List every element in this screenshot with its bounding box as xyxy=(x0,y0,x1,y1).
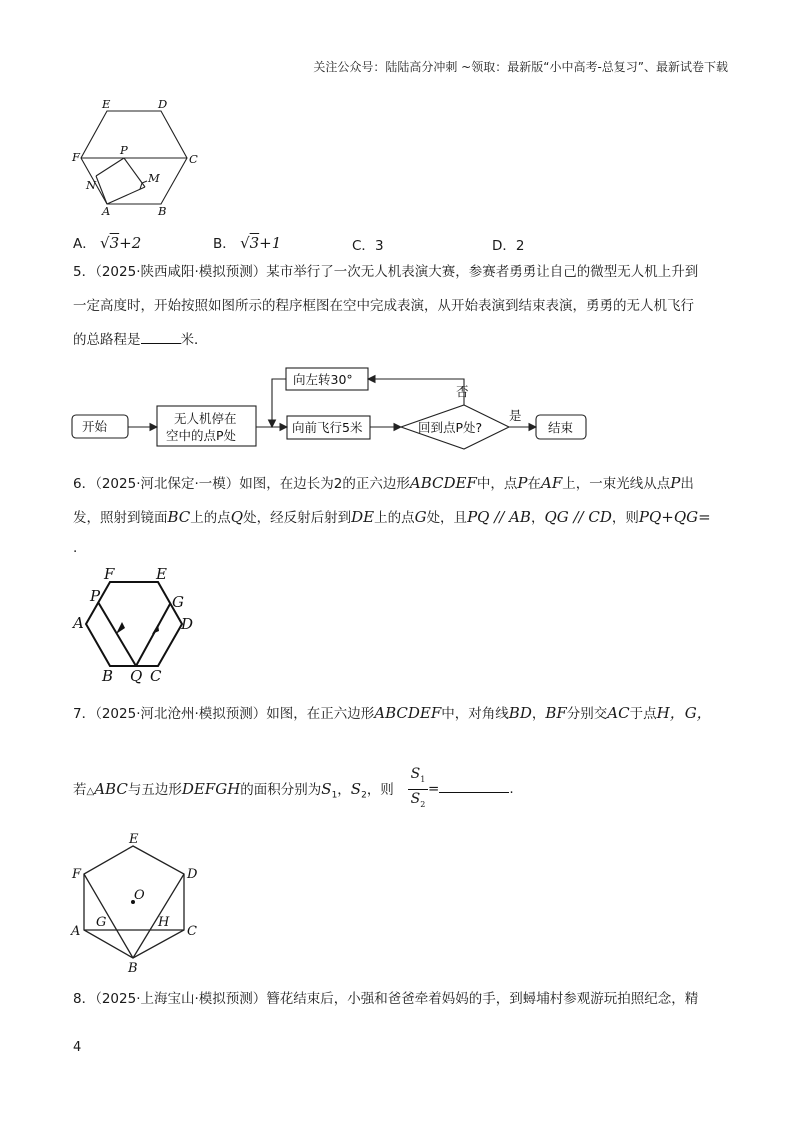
q5-flowchart xyxy=(66,360,596,452)
flow-box2: 向前飞行5米 xyxy=(292,420,363,435)
q4-option-a-sqrt: √3+2 xyxy=(100,234,142,252)
q5-line-3: 的总路程是 米． xyxy=(73,332,208,348)
q6-label-b: B xyxy=(102,667,114,684)
q5-source: （2025·陕西咸阳·模拟预测） xyxy=(95,264,267,280)
q6-label-e: E xyxy=(156,565,167,583)
q4-label-m: M xyxy=(148,171,160,185)
q4-label-a: A xyxy=(102,204,111,218)
q6-line-2: 发，照射到镜面BC上的点Q处，经反射后射到DE上的点G处，且PQ // AB，QG // CD，则PQ+QG= xyxy=(73,508,711,526)
q7-answer: = . xyxy=(428,781,514,797)
q5-line-2: 一定高度时，开始按照如图所示的程序框图在空中完成表演，从开始表演到结束表演，勇勇的无人机飞行 xyxy=(73,298,694,314)
q7-label-c: C xyxy=(187,924,197,939)
q7-fraction xyxy=(408,766,428,813)
page-header: 关注公众号：陆陆高分冲刺 ~领取：最新版“小中高考-总复习”、最新试卷下载 xyxy=(313,60,728,74)
q7-answer-blank xyxy=(439,792,509,793)
q4-label-f: F xyxy=(72,150,80,164)
q6-label-c: C xyxy=(150,667,162,684)
flow-no-label: 否 xyxy=(456,384,469,399)
q6-label-a: A xyxy=(73,614,84,632)
q5-number: 5． xyxy=(73,264,96,280)
q4-label-b: B xyxy=(158,204,167,218)
page-number: 4 xyxy=(73,1040,82,1055)
q6-line-1: 6．（2025·河北保定·一模）如图，在边长为2的正六边形ABCDEF中，点P在AF上，一束光线从点P出 xyxy=(73,474,694,492)
flow-start: 开始 xyxy=(82,419,108,434)
q4-label-e: E xyxy=(102,97,111,111)
q6-label-f: F xyxy=(104,565,115,583)
flow-decision: 回到点P处? xyxy=(418,420,483,435)
q4-option-b-sqrt: √3+1 xyxy=(240,234,282,252)
q4-label-d: D xyxy=(158,97,168,111)
q6-label-g: G xyxy=(172,593,184,611)
q7-label-o: O xyxy=(134,888,145,903)
q7-label-b: B xyxy=(128,961,138,976)
q4-option-a xyxy=(73,232,141,252)
q4-label-c: C xyxy=(189,152,198,166)
q4-label-n: N xyxy=(86,178,97,192)
q6-line-3: . xyxy=(73,540,78,556)
flow-turn: 向左转30° xyxy=(293,372,353,387)
q5-answer-blank xyxy=(141,343,181,344)
q7-label-e: E xyxy=(129,832,139,847)
q4-hexagon-figure xyxy=(66,96,206,222)
q7-line-1: 7．（2025·河北沧州·模拟预测）如图，在正六边形ABCDEF中，对角线BD，BF分别交AC于点H，G， xyxy=(73,704,712,722)
flow-box1-line2: 空中的点P处 xyxy=(166,428,237,443)
q7-hexagon-figure xyxy=(66,830,216,978)
q7-label-g: G xyxy=(96,915,107,930)
q4-option-c: C．3 xyxy=(352,238,384,254)
q7-line-2: 若△ABC与五边形DEFGH的面积分别为$S_1$，$S_2$，则 xyxy=(73,780,394,801)
q6-label-p: P xyxy=(90,587,101,605)
flow-yes-label: 是 xyxy=(509,408,522,423)
q4-option-a-key: A． xyxy=(73,236,96,252)
q7-label-a: A xyxy=(71,924,81,939)
q6-label-d: D xyxy=(181,615,194,633)
q4-option-b xyxy=(213,232,281,252)
q4-option-b-key: B． xyxy=(213,236,236,252)
q8-line-1: 8．（2025·上海宝山·模拟预测）簪花结束后，小强和爸爸牵着妈妈的手，到蟳埔村参观游玩拍照纪念，精 xyxy=(73,991,699,1007)
q4-label-p: P xyxy=(120,143,128,157)
q6-label-q: Q xyxy=(130,667,143,684)
flow-end: 结束 xyxy=(548,420,574,435)
q4-option-d: D．2 xyxy=(492,238,525,254)
q7-label-d: D xyxy=(187,867,198,882)
q7-label-h: H xyxy=(158,915,170,930)
q6-hexagon-figure xyxy=(70,562,210,684)
q5-line-1: 5．（2025·陕西咸阳·模拟预测）某市举行了一次无人机表演大赛，参赛者勇勇让自己的微型无人机上升到 xyxy=(73,264,699,280)
q7-frac-denominator: $S_2$ xyxy=(410,790,426,809)
q7-label-f: F xyxy=(72,867,82,882)
q7-frac-numerator: $S_1$ xyxy=(410,766,426,784)
flow-box1-line1: 无人机停在 xyxy=(174,411,237,426)
